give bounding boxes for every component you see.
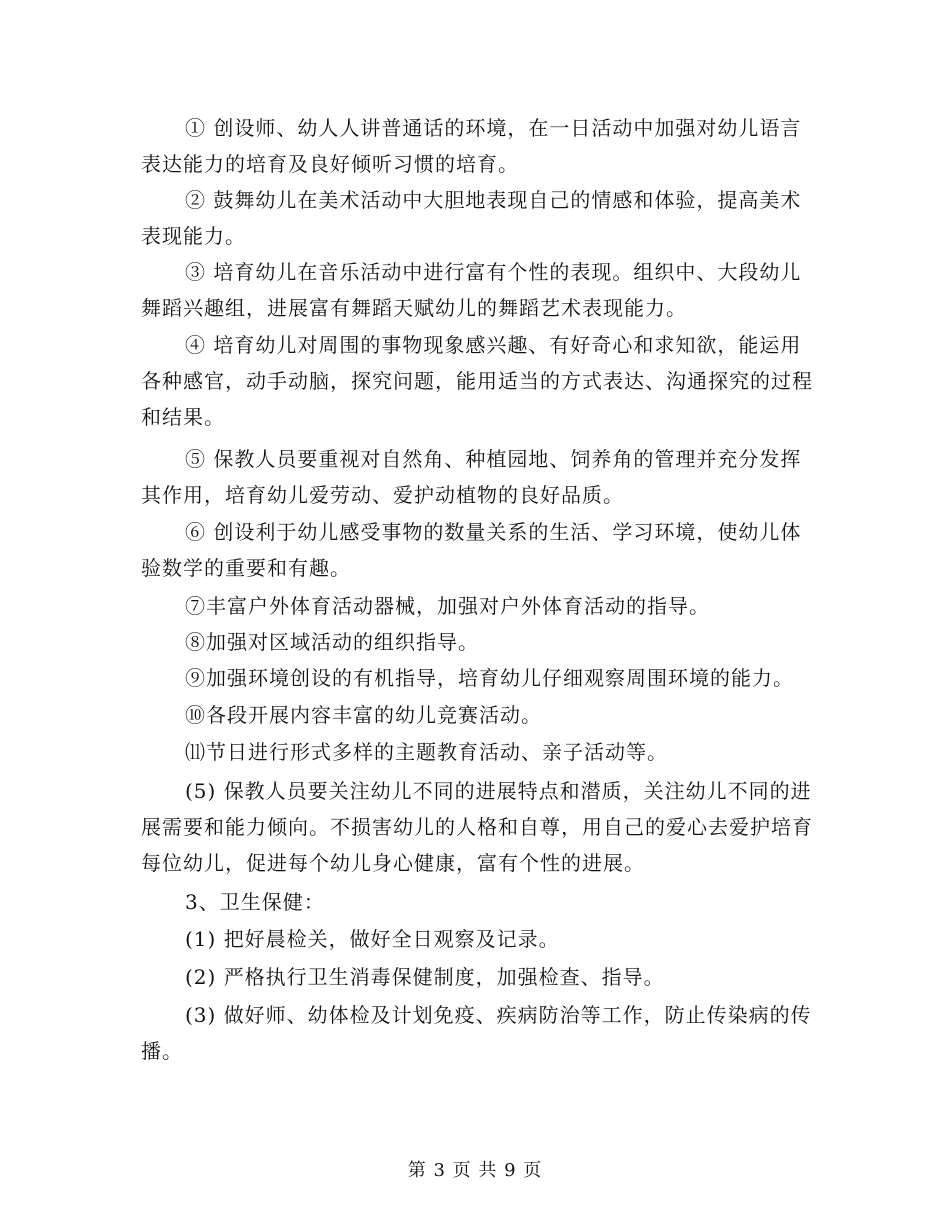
paragraph-item-4: ④ 培育幼儿对周围的事物现象感兴趣、有好奇心和求知欲，能运用各种感官，动手动脑，探究问题，能用适当的方式表达、沟通探究的过程和结果。	[141, 333, 813, 429]
paragraph-health-3: (3) 做好师、幼体检及计划免疫、疾病防治等工作，防止传染病的传播。	[141, 1003, 812, 1063]
paragraph-item-6: ⑥ 创设利于幼儿感受事物的数量关系的生活、学习环境，使幼儿体验数学的重要和有趣。	[141, 520, 802, 580]
paragraph-item-9: ⑨加强环境创设的有机指导，培育幼儿仔细观察周围环境的能力。	[185, 666, 794, 690]
paragraph-health-1: (1) 把好晨检关，做好全日观察及记录。	[185, 927, 560, 951]
paragraph-item-1: ① 创设师、幼人人讲普通话的环境，在一日活动中加强对幼儿语言表达能力的培育及良好倾听习惯的培育。	[141, 116, 802, 176]
paragraph-section-5: (5) 保教人员要关注幼儿不同的进展特点和潜质，关注幼儿不同的进展需要和能力倾向。不损害幼儿的人格和自尊，用自己的爱心去爱护培育每位幼儿，促进每个幼儿身心健康，富有个性的进展。	[141, 779, 813, 875]
paragraph-item-11: ⑾节日进行形式多样的主题教育活动、亲子活动等。	[185, 740, 668, 764]
paragraph-health-2: (2) 严格执行卫生消毒保健制度，加强检查、指导。	[185, 965, 665, 989]
paragraph-item-10: ⑩各段开展内容丰富的幼儿竞赛活动。	[185, 703, 542, 727]
paragraph-item-2: ② 鼓舞幼儿在美术活动中大胆地表现自己的情感和体验，提高美术表现能力。	[141, 188, 802, 248]
paragraph-item-8: ⑧加强对区域活动的组织指导。	[185, 630, 479, 654]
paragraph-item-3: ③ 培育幼儿在音乐活动中进行富有个性的表现。组织中、大段幼儿舞蹈兴趣组，进展富有舞蹈天赋幼儿的舞蹈艺术表现能力。	[141, 260, 802, 320]
page-footer: 第 3 页 共 9 页	[407, 1160, 543, 1181]
section-heading-health: 3、卫生保健：	[185, 890, 325, 914]
paragraph-item-5: ⑤ 保教人员要重视对自然角、种植园地、饲养角的管理并充分发挥其作用，培育幼儿爱劳动、爱护动植物的良好品质。	[141, 447, 802, 507]
paragraph-item-7: ⑦丰富户外体育活动器械，加强对户外体育活动的指导。	[185, 594, 710, 618]
